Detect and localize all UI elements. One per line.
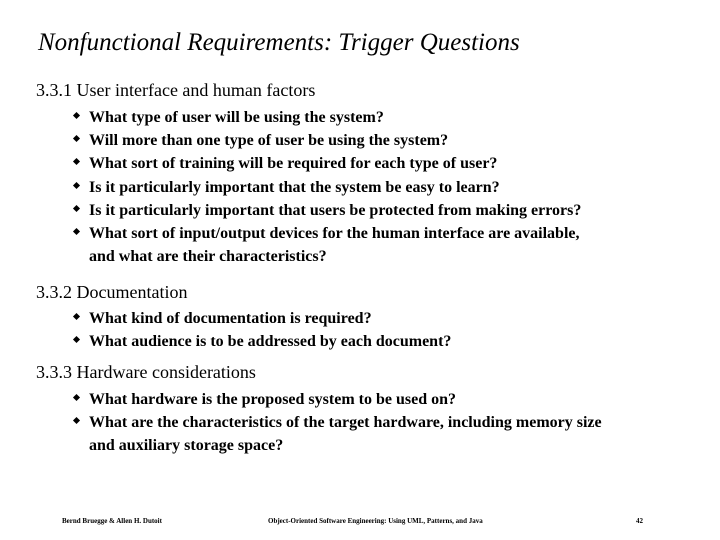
list-item: Is it particularly important that the system be easy to learn?	[74, 176, 581, 199]
list-item: What audience is to be addressed by each document?	[74, 330, 451, 353]
slide-title: Nonfunctional Requirements: Trigger Questions	[38, 29, 520, 56]
list-item: What sort of training will be required for each type of user?	[74, 152, 581, 175]
diamond-bullet-icon	[73, 228, 80, 235]
list-item: What type of user will be using the system?	[74, 106, 581, 129]
list-item: What sort of input/output devices for the human interface are available, and what are their characteristics?	[74, 222, 581, 268]
list-item: What are the characteristics of the target hardware, including memory size and auxiliary storage space?	[74, 411, 602, 457]
bullet-list-hardware	[74, 388, 602, 458]
diamond-bullet-icon	[73, 417, 80, 424]
bullet-list-user-interface	[74, 106, 581, 268]
diamond-bullet-icon	[73, 394, 80, 401]
diamond-bullet-icon	[73, 336, 80, 343]
section-heading-documentation: 3.3.2 Documentation	[36, 282, 188, 302]
diamond-bullet-icon	[73, 313, 80, 320]
section-heading-user-interface: 3.3.1 User interface and human factors	[36, 80, 316, 100]
bullet-list-documentation	[74, 307, 451, 353]
footer-page-number: 42	[636, 517, 643, 525]
footer-authors: Bernd Bruegge & Allen H. Dutoit	[62, 517, 162, 525]
diamond-bullet-icon	[73, 182, 80, 189]
list-item: What kind of documentation is required?	[74, 307, 451, 330]
diamond-bullet-icon	[73, 135, 80, 142]
list-item: What hardware is the proposed system to be used on?	[74, 388, 602, 411]
diamond-bullet-icon	[73, 158, 80, 165]
section-heading-hardware: 3.3.3 Hardware considerations	[36, 362, 256, 382]
diamond-bullet-icon	[73, 112, 80, 119]
list-item: Is it particularly important that users be protected from making errors?	[74, 199, 581, 222]
diamond-bullet-icon	[73, 205, 80, 212]
footer-book-title: Object-Oriented Software Engineering: Using UML, Patterns, and Java	[268, 517, 483, 525]
list-item: Will more than one type of user be using the system?	[74, 129, 581, 152]
